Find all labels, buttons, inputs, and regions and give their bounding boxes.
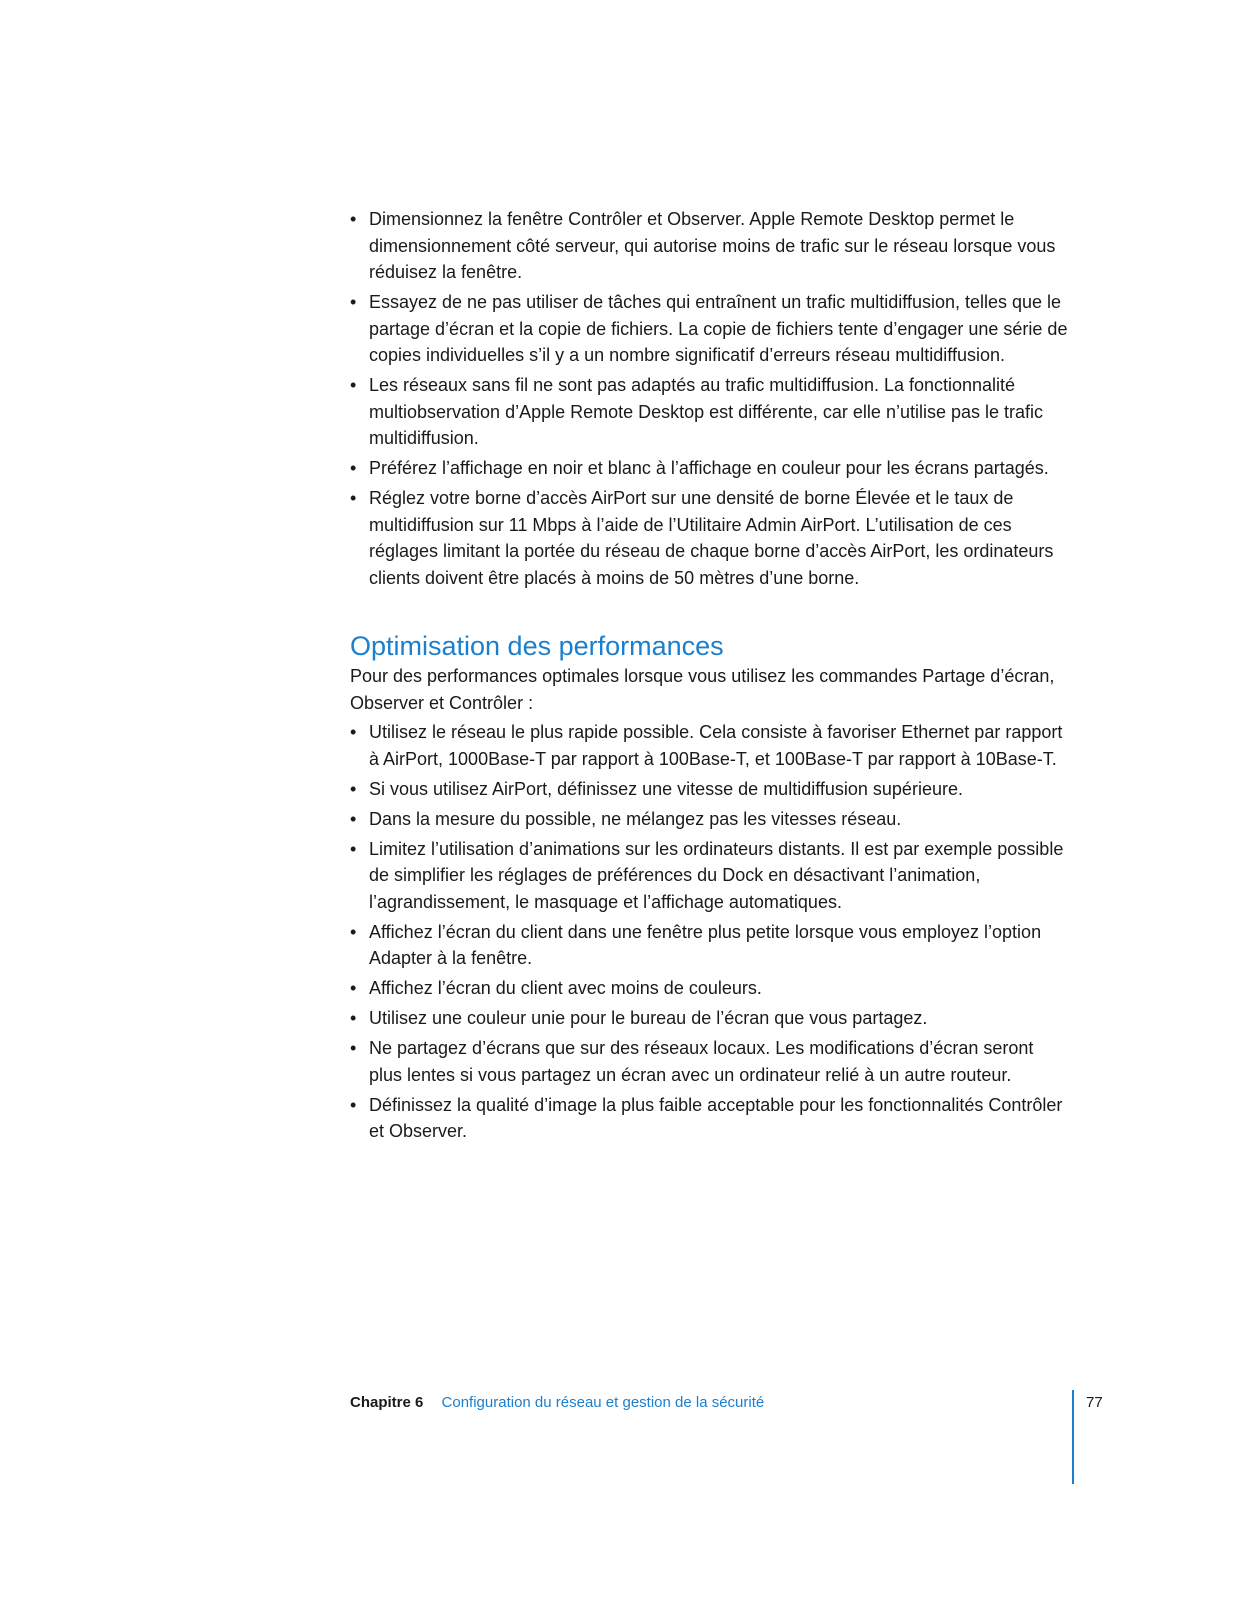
list-item <box>350 206 1070 286</box>
list-item-text: Réglez votre borne d’accès AirPort sur une densité de borne Élevée et le taux de multidiffusion sur 11 Mbps à l’aide de l’Utilitaire Admin AirPort. L’utilisation de ces réglages limitant la portée du réseau de chaque borne d’accès AirPort, les ordinateurs clients doivent être placés à moins de 50 mètres d’une borne. <box>369 488 1054 588</box>
bullet-marker: • <box>350 458 357 478</box>
list-item-text: Essayez de ne pas utiliser de tâches qui entraînent un trafic multidiffusion, telles que le partage d’écran et la copie de fichiers. La copie de fichiers tente d’engager une série de copies individuelles s’il y a un nombre significatif d’erreurs réseau multidiffusion. <box>369 292 1068 365</box>
list-item-text: Définissez la qualité d’image la plus faible acceptable pour les fonctionnalités Contrôler et Observer. <box>369 1094 1063 1141</box>
list-item-text: Limitez l’utilisation d’animations sur les ordinateurs distants. Il est par exemple possible de simplifier les réglages de préférences du Dock en désactivant l’animation, l’agrandissement, le masquage et l’affichage automatiques. <box>369 838 1064 912</box>
list-item <box>350 975 1070 1002</box>
list-item <box>350 1092 1070 1145</box>
bullet-marker: • <box>350 808 357 829</box>
list-item <box>350 289 1070 369</box>
bullet-marker: • <box>350 978 357 998</box>
bullet-marker: • <box>350 1008 357 1028</box>
list-item <box>350 455 1070 482</box>
list-item <box>350 836 1070 916</box>
page-number: 77 <box>1086 1394 1103 1411</box>
list-item-text: Les réseaux sans fil ne sont pas adaptés au trafic multidiffusion. La fonctionnalité multiobservation d’Apple Remote Desktop est différente, car elle n’utilise pas le trafic multidiffusion. <box>369 375 1044 448</box>
list-item <box>350 372 1070 452</box>
list-item-text: Utilisez une couleur unie pour le bureau de l’écran que vous partagez. <box>369 1008 928 1028</box>
list-item <box>350 776 1070 803</box>
bullet-marker: • <box>350 1094 357 1115</box>
bullet-marker: • <box>350 375 357 395</box>
bullet-marker: • <box>350 921 357 942</box>
bullet-marker: • <box>350 209 357 229</box>
list-item-text: Affichez l’écran du client dans une fenêtre plus petite lorsque vous employez l’option Adapter à la fenêtre. <box>369 921 1042 968</box>
list-item <box>350 485 1070 591</box>
list-item <box>350 719 1070 772</box>
footer-divider <box>1072 1390 1074 1484</box>
section-heading: Optimisation des performances <box>350 631 724 661</box>
list-item-text: Si vous utilisez AirPort, définissez une vitesse de multidiffusion supérieure. <box>369 778 963 799</box>
tips-list-performance <box>350 719 1070 1145</box>
list-item <box>350 919 1070 972</box>
bullet-marker: • <box>350 292 357 312</box>
chapter-label: Chapitre 6 <box>350 1394 424 1411</box>
page-footer <box>350 1393 764 1413</box>
list-item-text: Préférez l’affichage en noir et blanc à l’affichage en couleur pour les écrans partagés. <box>369 458 1049 478</box>
section-intro: Pour des performances optimales lorsque vous utilisez les commandes Partage d’écran, Observer et Contrôler : <box>350 666 1055 713</box>
list-item-text: Ne partagez d’écrans que sur des réseaux locaux. Les modifications d’écran seront plus lentes si vous partagez un écran avec un ordinateur relié à un autre routeur. <box>369 1038 1034 1085</box>
page-content <box>350 206 1070 1148</box>
list-item <box>350 1035 1070 1088</box>
list-item-text: Dimensionnez la fenêtre Contrôler et Observer. Apple Remote Desktop permet le dimensionnement côté serveur, qui autorise moins de trafic sur le réseau lorsque vous réduisez la fenêtre. <box>369 209 1056 282</box>
bullet-marker: • <box>350 778 357 799</box>
list-item <box>350 806 1070 833</box>
bullet-marker: • <box>350 488 357 508</box>
bullet-marker: • <box>350 838 357 859</box>
bullet-marker: • <box>350 722 357 742</box>
list-item-text: Dans la mesure du possible, ne mélangez pas les vitesses réseau. <box>369 808 902 829</box>
tips-list-network <box>350 206 1070 591</box>
bullet-marker: • <box>350 1038 357 1058</box>
list-item <box>350 1005 1070 1032</box>
list-item-text: Affichez l’écran du client avec moins de couleurs. <box>369 978 762 998</box>
chapter-title: Configuration du réseau et gestion de la sécurité <box>441 1394 765 1411</box>
list-item-text: Utilisez le réseau le plus rapide possible. Cela consiste à favoriser Ethernet par rapport à AirPort, 1000Base-T par rapport à 100Base-T, et 100Base-T par rapport à 10Base-T. <box>369 722 1063 769</box>
